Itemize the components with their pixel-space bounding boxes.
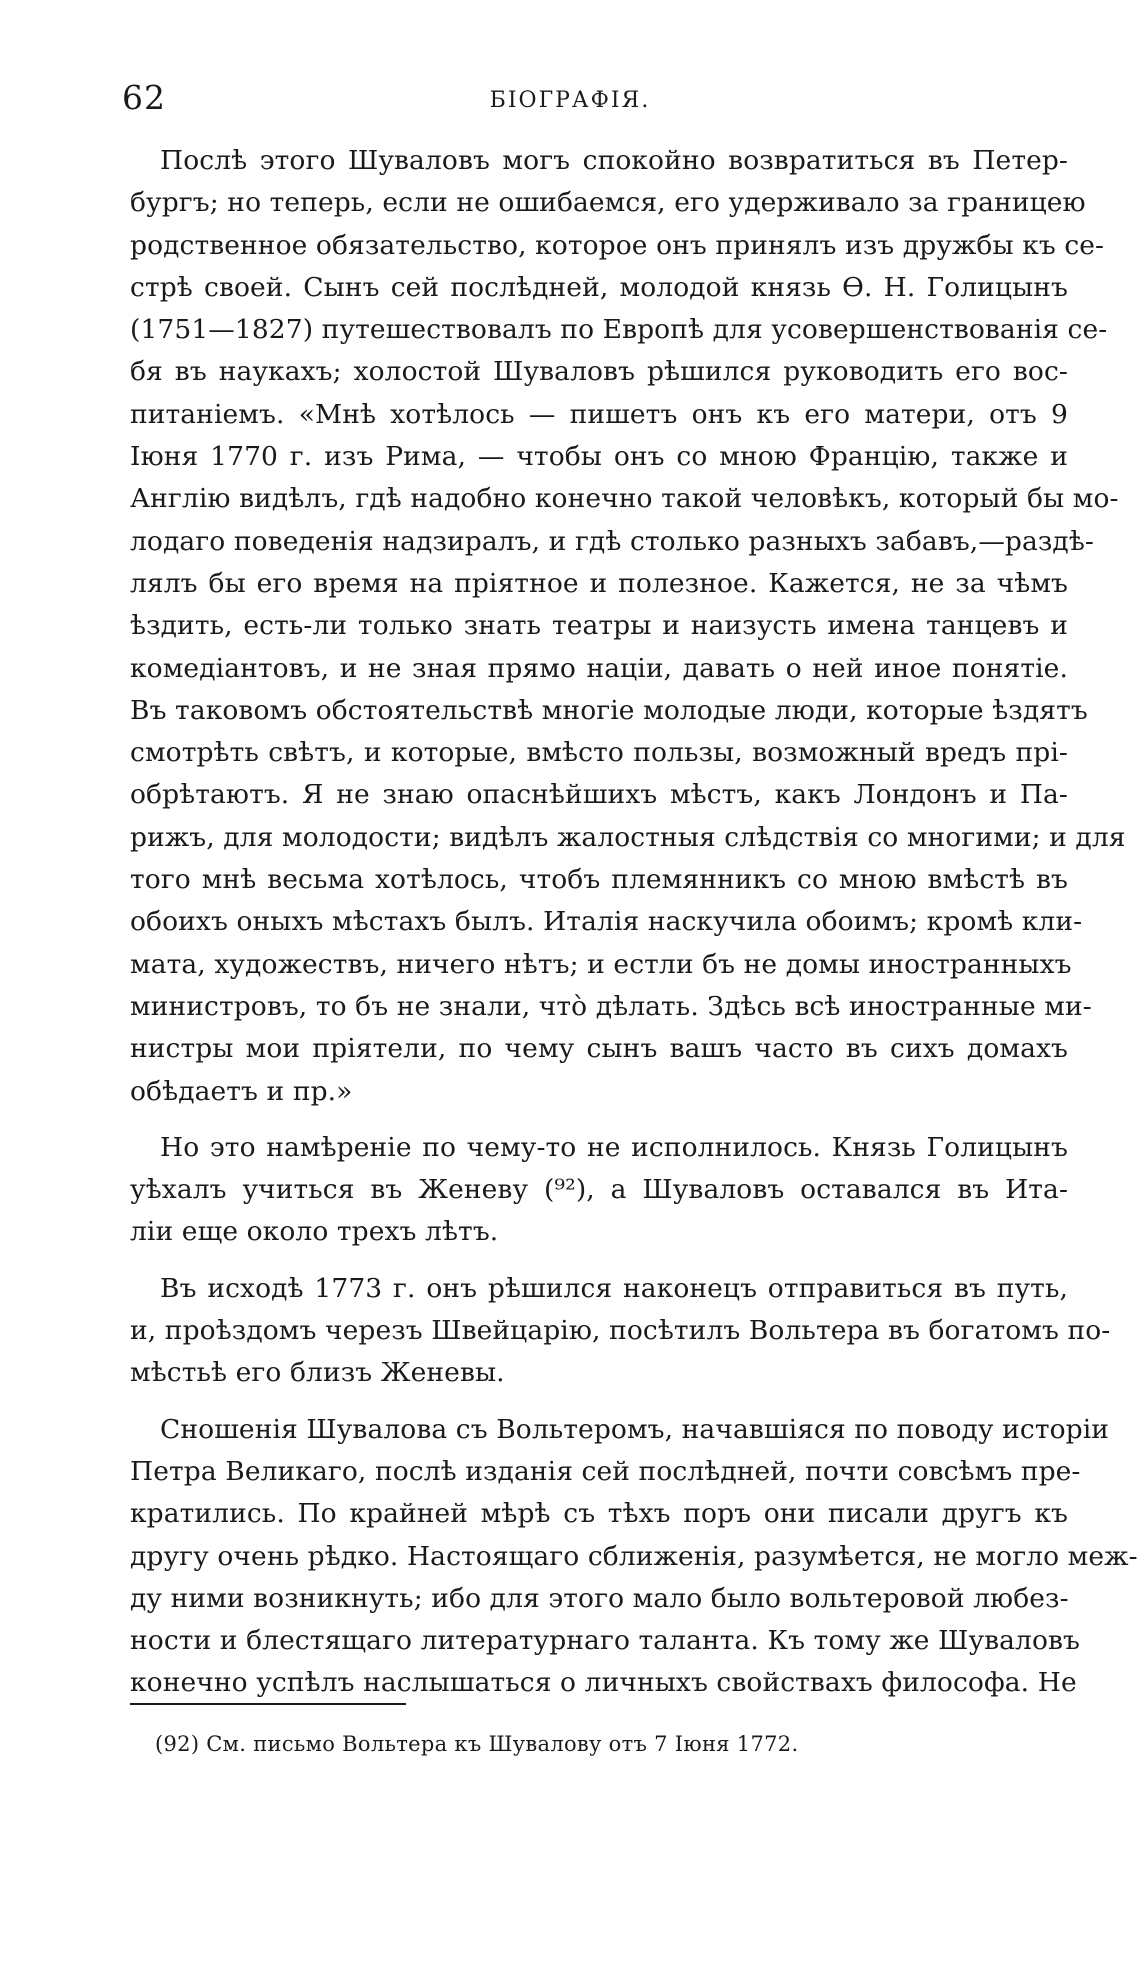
text-line: мѣстьѣ его близъ Женевы. (130, 1357, 505, 1389)
footnote: (92) См. письмо Вольтера къ Шувалову отъ 7 Іюня 1772. (155, 1732, 799, 1756)
paragraph-1 (130, 140, 1126, 1113)
body-text (130, 140, 1138, 1705)
text-line: Но это намѣреніе по чему-то не исполнилось. Князь Голицынъ (160, 1131, 1068, 1163)
text-line: комедіантовъ, и не зная прямо націи, давать о ней иное понятіе. (130, 652, 1068, 684)
text-line: смотрѣть свѣтъ, и которые, вмѣсто пользы, возможный вредъ прі- (130, 737, 1068, 769)
footnote-divider (130, 1703, 406, 1705)
text-line: Сношенія Шувалова съ Вольтеромъ, начавшіяся по поводу исторіи (160, 1413, 1110, 1445)
text-line: рижъ, для молодости; видѣлъ жалостныя слѣдствія со многими; и для (130, 821, 1126, 853)
paragraph-gap (130, 1254, 1068, 1268)
paragraph-4 (130, 1409, 1138, 1705)
text-line: Англію видѣлъ, гдѣ надобно конечно такой человѣкъ, который бы мо- (130, 483, 1119, 515)
text-line: ліи еще около трехъ лѣтъ. (130, 1216, 499, 1248)
text-line: того мнѣ весьма хотѣлось, чтобъ племянникъ со мною вмѣстѣ въ (130, 864, 1068, 896)
paragraph-2 (130, 1127, 1068, 1254)
paragraph-gap (130, 1395, 1068, 1409)
text-line: ности и блестящаго литературнаго таланта. Къ тому же Шуваловъ (130, 1625, 1081, 1657)
text-line: обрѣтаютъ. Я не знаю опаснѣйшихъ мѣстъ, какъ Лондонъ и Па- (130, 779, 1068, 811)
text-line: Послѣ этого Шуваловъ могъ спокойно возвратиться въ Петер- (160, 145, 1068, 176)
text-line: ду ними возникнуть; ибо для этого мало было вольтеровой любез- (130, 1582, 1069, 1614)
text-line: министровъ, то бъ не знали, что̀ дѣлать. Здѣсь всѣ иностранные ми- (130, 990, 1092, 1022)
page-number: 62 (122, 78, 166, 117)
text-line: лялъ бы его время на пріятное и полезное. Кажется, не за чѣмъ (130, 567, 1068, 599)
text-line: лодаго поведенія надзиралъ, и гдѣ столько разныхъ забавъ,—раздѣ- (130, 525, 1094, 557)
text-line: стрѣ своей. Сынъ сей послѣдней, молодой князь Ѳ. Н. Голицынъ (130, 271, 1068, 303)
text-line: питаніемъ. «Мнѣ хотѣлось — пишетъ онъ къ его матери, отъ 9 (130, 398, 1068, 430)
text-line: конечно успѣлъ наслышаться о личныхъ свойствахъ философа. Не (130, 1667, 1077, 1699)
text-line: и, проѣздомъ черезъ Швейцарію, посѣтилъ Вольтера въ богатомъ по- (130, 1315, 1111, 1347)
text-line: родственное обязательство, которое онъ принялъ изъ дружбы къ се- (130, 229, 1105, 261)
paragraph-gap (130, 1113, 1068, 1127)
text-line: уѣхалъ учиться въ Женеву (⁹²), а Шуваловъ оставался въ Ита- (130, 1174, 1068, 1206)
text-line: Петра Великаго, послѣ изданія сей послѣдней, почти совсѣмъ пре- (130, 1455, 1081, 1487)
text-line: (1751—1827) путешествовалъ по Европѣ для усовершенствованія се- (130, 314, 1108, 346)
text-line: обѣдаетъ и пр.» (130, 1075, 353, 1107)
text-line: бургъ; но теперь, если не ошибаемся, его удерживало за границею (130, 187, 1086, 219)
text-line: Іюня 1770 г. изъ Рима, — чтобы онъ со мною Францію, также и (130, 441, 1068, 473)
text-line: Въ таковомъ обстоятельствѣ многіе молодые люди, которые ѣздятъ (130, 694, 1088, 726)
text-line: другу очень рѣдко. Настоящаго сближенія, разумѣется, не могло меж- (130, 1540, 1138, 1572)
running-title: БІОГРАФІЯ. (489, 88, 651, 113)
text-line: Въ исходѣ 1773 г. онъ рѣшился наконецъ отправиться въ путь, (160, 1272, 1068, 1304)
text-line: ѣздить, есть-ли только знать театры и наизусть имена танцевъ и (130, 610, 1068, 642)
text-line: бя въ наукахъ; холостой Шуваловъ рѣшился руководить его вос- (130, 356, 1068, 388)
text-line: нистры мои пріятели, по чему сынъ вашъ часто въ сихъ домахъ (130, 1033, 1068, 1065)
paragraph-3 (130, 1268, 1111, 1395)
text-line: обоихъ оныхъ мѣстахъ былъ. Италія наскучила обоимъ; кромѣ кли- (130, 906, 1083, 938)
text-line: мата, художествъ, ничего нѣтъ; и естли бъ не домы иностранныхъ (130, 948, 1072, 980)
text-line: кратились. По крайней мѣрѣ съ тѣхъ поръ они писали другъ къ (130, 1498, 1068, 1530)
